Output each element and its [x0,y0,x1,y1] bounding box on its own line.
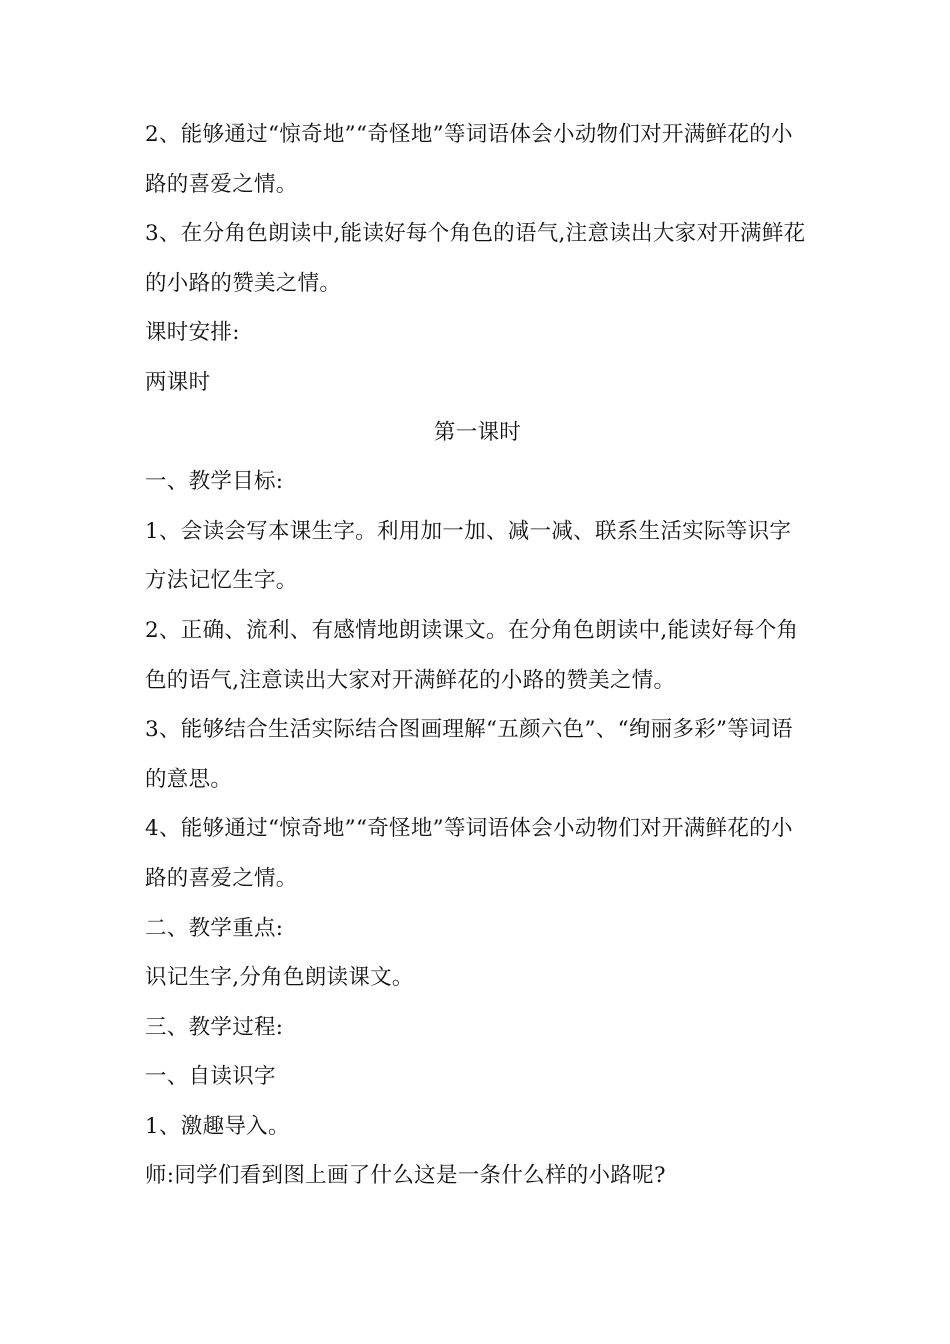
paragraph-schedule-heading: 课时安排: [145,320,240,346]
document-body [145,110,810,1201]
objective-4: 4、能够通过“惊奇地”“奇怪地”等词语体会小动物们对开满鲜花的小路的喜爱之情。 [145,816,793,891]
section-heading-process: 三、教学过程: [145,1014,284,1040]
process-step-1: 1、激趣导入。 [145,1113,290,1139]
objective-2: 2、正确、流利、有感情地朗读课文。在分角色朗读中,能读好每个角色的语气,注意读出大家对开满鲜花的小路的赞美之情。 [145,617,799,693]
section-heading-objectives: 一、教学目标: [145,469,284,495]
teacher-question: 师:同学们看到图上画了什么这是一条什么样的小路呢? [145,1163,666,1189]
section-heading-focus: 二、教学重点: [145,915,284,941]
objective-1: 1、会读会写本课生字。利用加一加、减一减、联系生活实际等识字方法记忆生字。 [145,518,792,594]
focus-text: 识记生字,分角色朗读课文。 [145,965,414,991]
objective-3: 3、能够结合生活实际结合图画理解“五颜六色”、“绚丽多彩”等词语的意思。 [145,717,793,792]
paragraph-goal-3: 3、在分角色朗读中,能读好每个角色的语气,注意读出大家对开满鲜花的小路的赞美之情。 [145,221,806,296]
lesson-title: 第一课时 [433,419,522,445]
paragraph-schedule-value: 两课时 [145,369,211,395]
paragraph-goal-2: 2、能够通过“惊奇地”“奇怪地”等词语体会小动物们对开满鲜花的小路的喜爱之情。 [145,122,793,197]
process-step-heading: 一、自读识字 [145,1064,276,1090]
